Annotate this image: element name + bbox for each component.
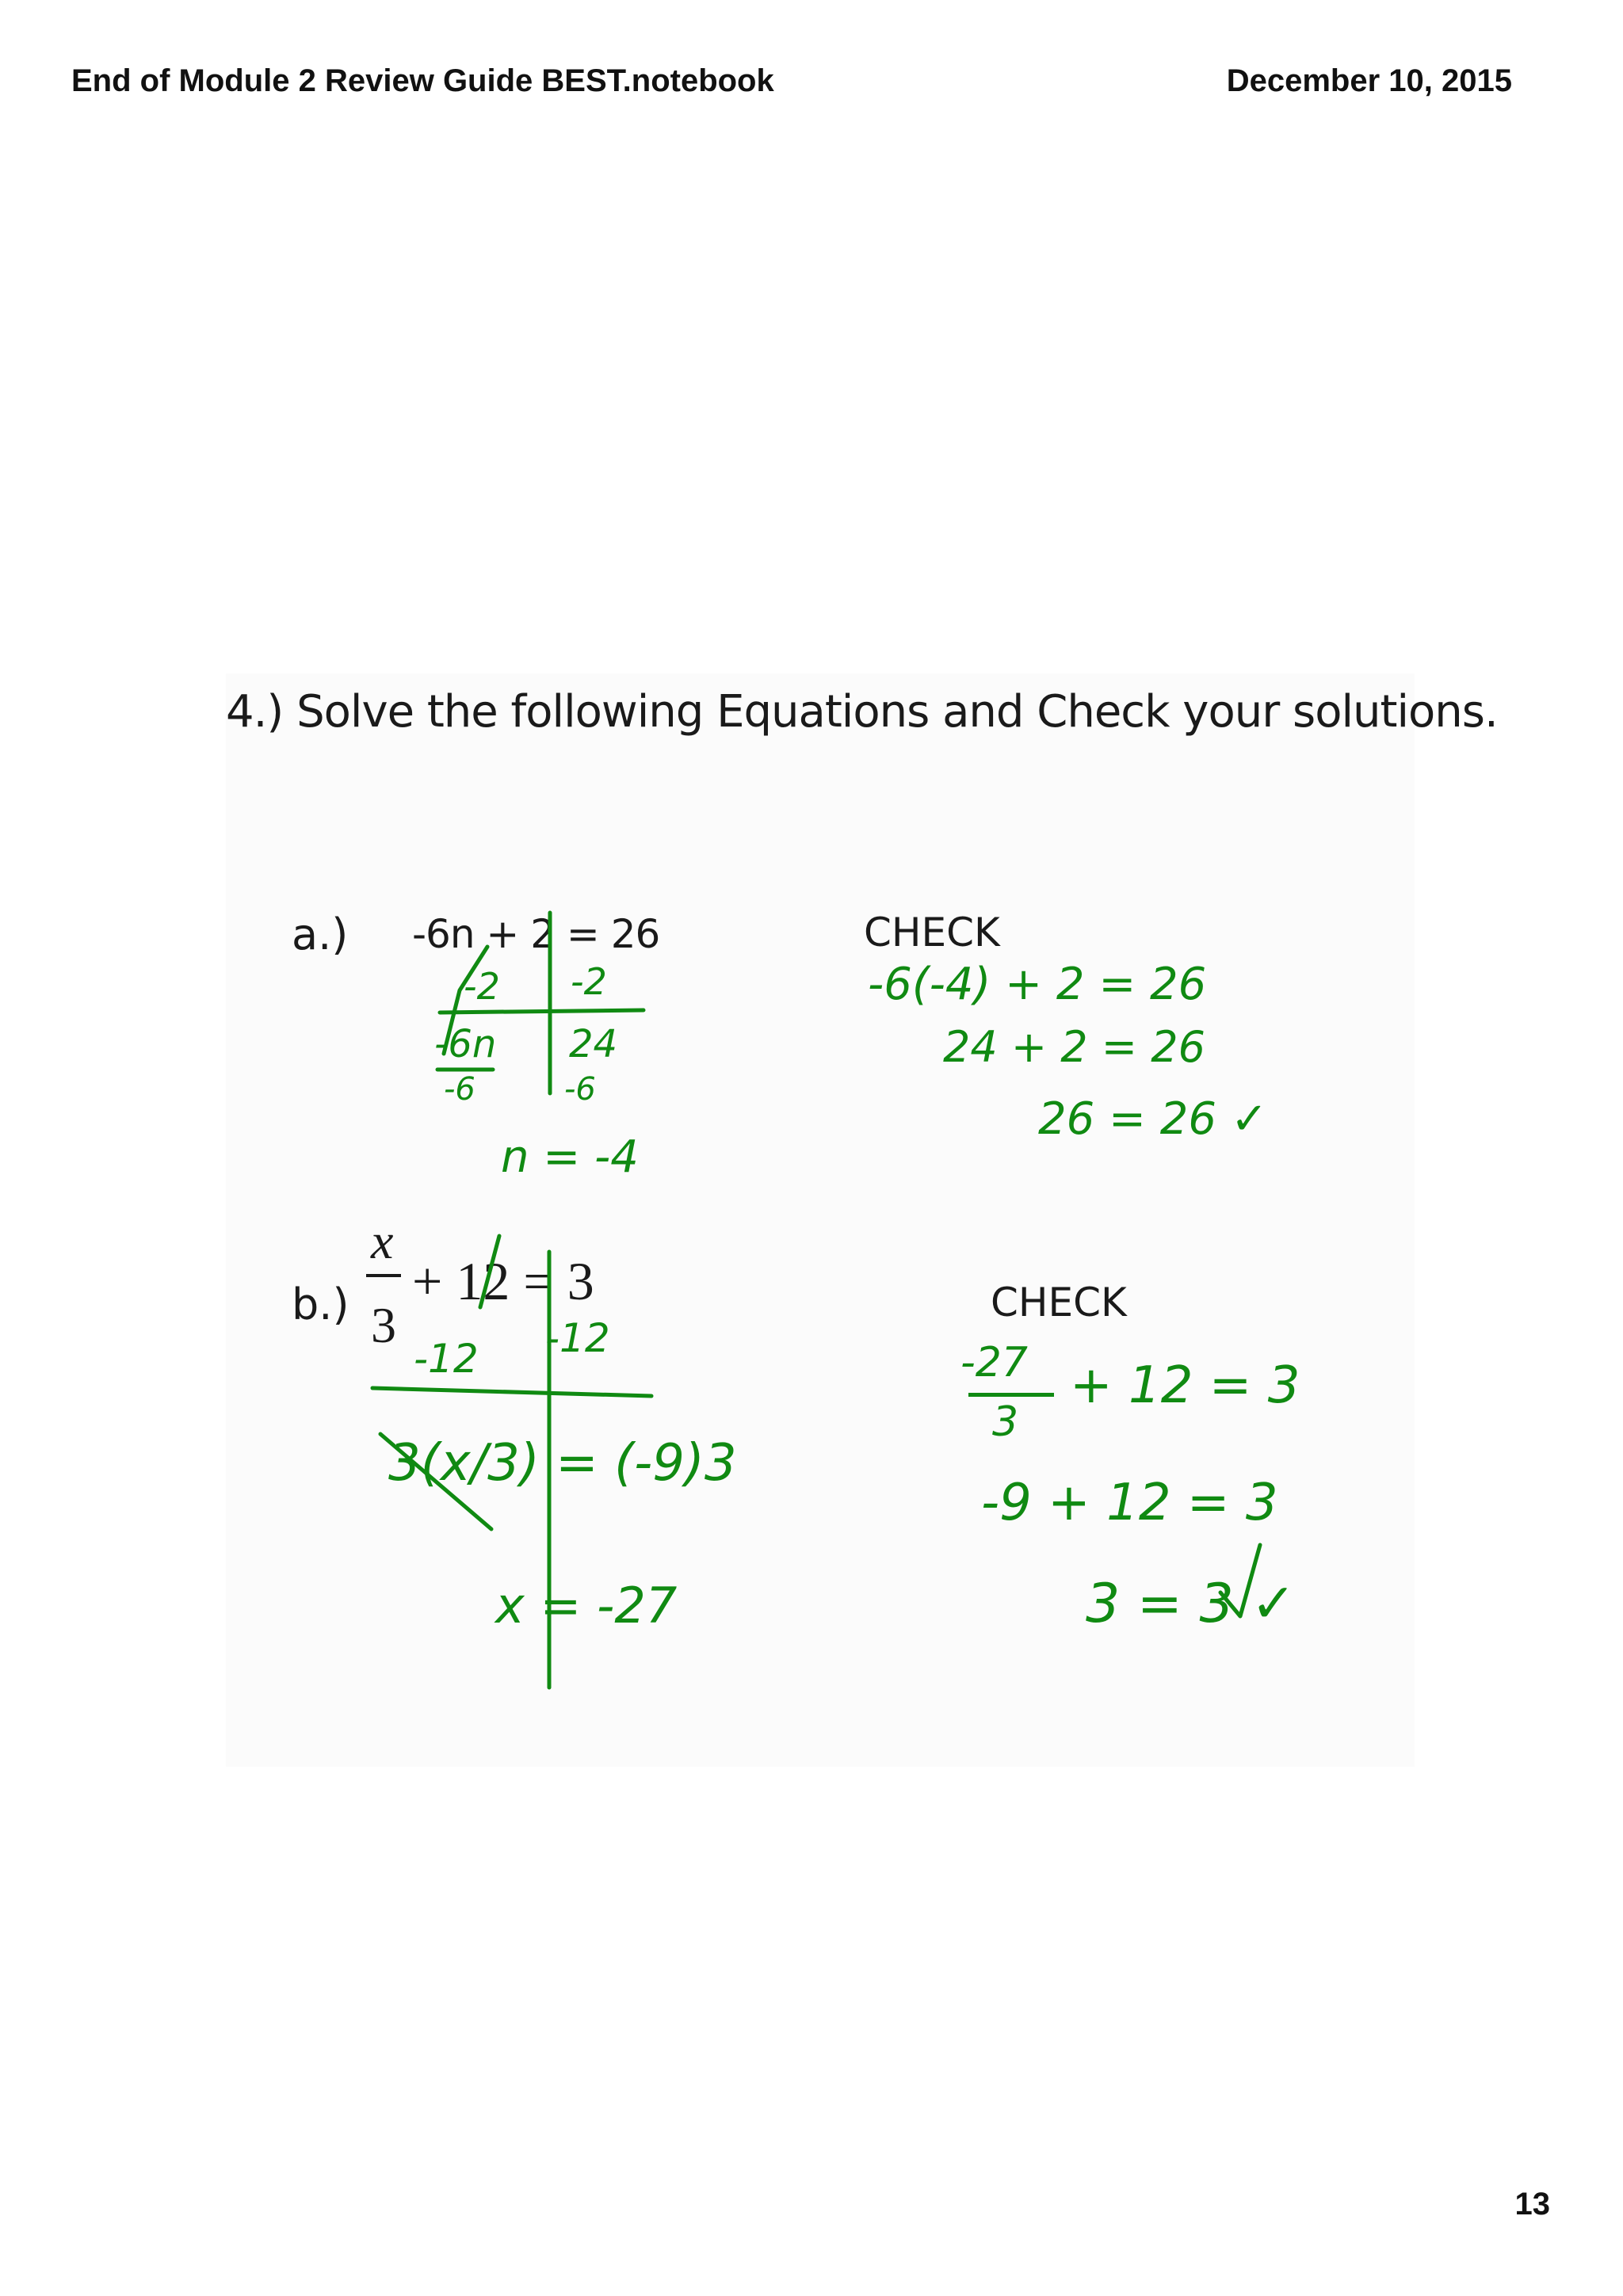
problem-b-check-line-2: 3 = 3 ✓ [1086,1573,1296,1635]
problem-a-row2-right: 24 [569,1022,618,1066]
problem-prompt: 4.) Solve the following Equations and Check your solutions. [226,686,1498,738]
problem-a-label: a.) [292,910,349,959]
problem-a-divide-right: -6 [564,1071,596,1108]
problem-b-check-frac-bar [968,1393,1054,1397]
problem-a-check-line-3: 26 = 26 ✓ [1038,1093,1268,1145]
problem-a-row2-left: -6n [434,1022,497,1066]
problem-a-check-line-2: 24 + 2 = 26 [943,1022,1205,1072]
problem-b-equation-rest: + 12 = 3 [412,1251,594,1311]
document-date: December 10, 2015 [1226,63,1512,98]
problem-a-check-line-1: -6(-4) + 2 = 26 [868,959,1207,1010]
page-number: 13 [1514,2187,1550,2222]
problem-b-check-frac-rest: + 12 = 3 [1070,1356,1300,1415]
problem-a-subtract-right: -2 [571,960,607,1003]
problem-b-subtract-left: -12 [414,1336,479,1382]
problem-a-subtract-left: -2 [464,965,500,1008]
problem-b-check-frac-den: 3 [992,1398,1019,1446]
problem-b-multiply-line: 3(x/3) = (-9)3 [388,1434,737,1493]
problem-b-subtract-right: -12 [545,1315,610,1361]
problem-b-solution: x = -27 [495,1577,678,1634]
problem-b-check-line-1: -9 + 12 = 3 [981,1474,1278,1532]
problem-a-check-label: CHECK [864,910,1000,955]
problem-b-fraction-bar [366,1274,401,1277]
document-title: End of Module 2 Review Guide BEST.notebook [71,63,774,98]
problem-a-divide-left: -6 [444,1071,475,1108]
problem-b-numerator: x [371,1213,394,1269]
problem-a-equation: -6n + 2 = 26 [412,911,660,957]
problem-a-solution: n = -4 [501,1131,639,1183]
problem-b-label: b.) [292,1280,349,1329]
problem-b-check-frac-num: -27 [960,1339,1028,1386]
problem-b-check-label: CHECK [991,1280,1127,1325]
problem-b-denominator: 3 [371,1297,396,1353]
